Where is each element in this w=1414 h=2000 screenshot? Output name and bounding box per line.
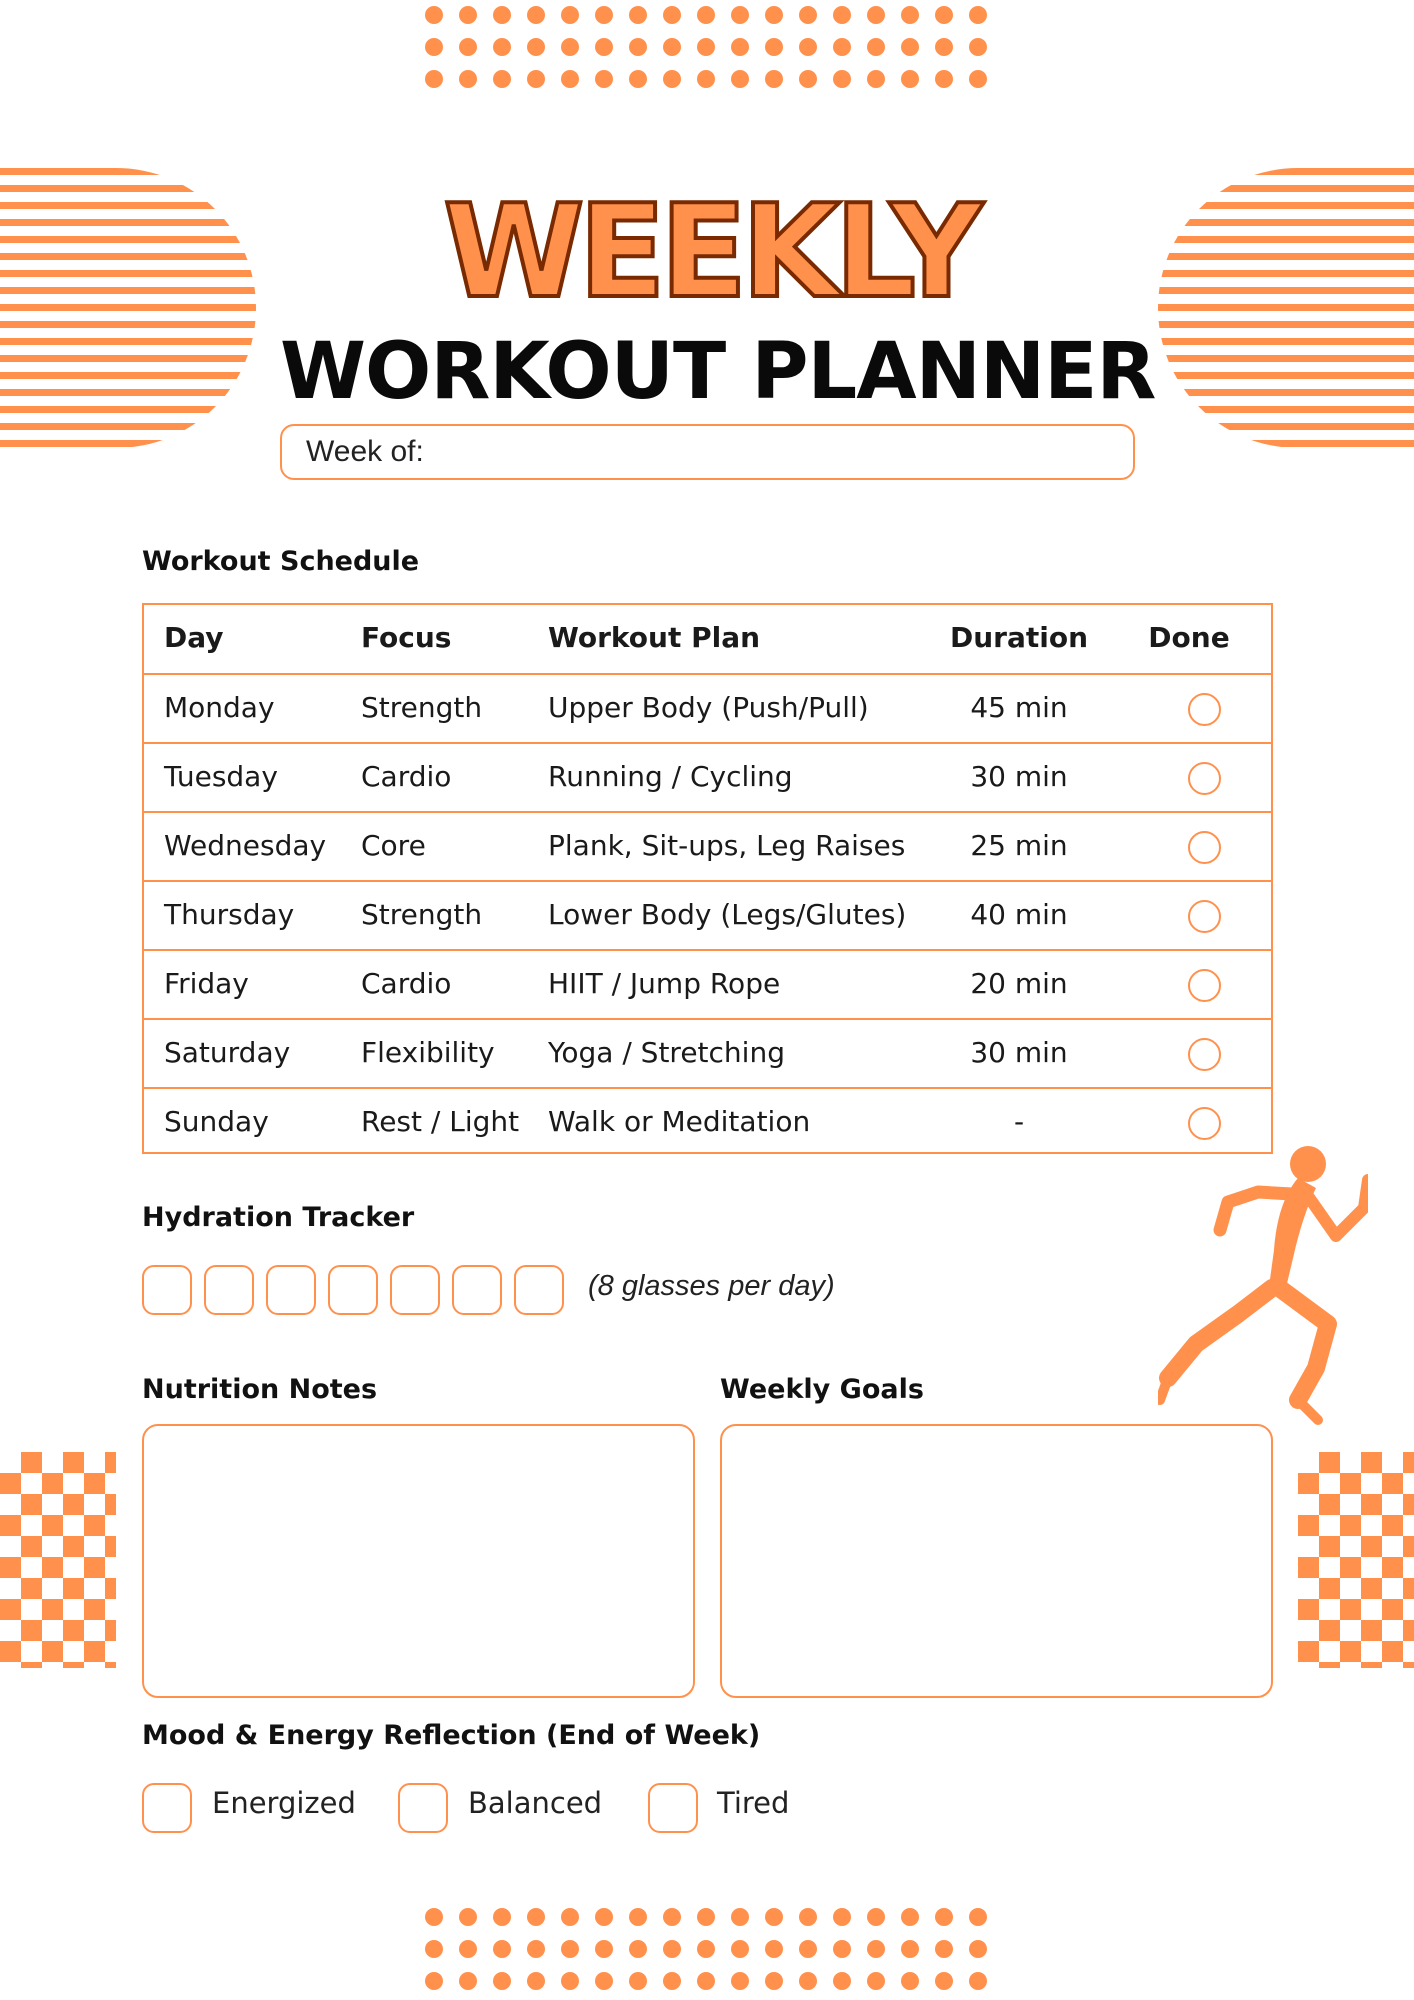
decor-dot <box>731 1908 749 1926</box>
decor-dot <box>663 1972 681 1990</box>
checker-pattern-right <box>1298 1452 1414 1668</box>
decor-dot <box>493 1972 511 1990</box>
plan-cell: HIIT / Jump Rope <box>548 967 781 1000</box>
decor-dot <box>935 6 953 24</box>
title-workout-planner: WORKOUT PLANNER <box>280 327 1156 417</box>
decor-dot <box>663 6 681 24</box>
done-checkbox[interactable] <box>1188 969 1221 1002</box>
done-checkbox[interactable] <box>1188 693 1221 726</box>
duration-cell: 30 min <box>970 760 1068 793</box>
focus-cell: Flexibility <box>361 1036 495 1069</box>
glass-checkbox[interactable] <box>142 1265 192 1315</box>
column-header-focus: Focus <box>361 621 452 654</box>
mood-label-energized: Energized <box>212 1786 356 1820</box>
decor-dot <box>935 38 953 56</box>
duration-cell: 45 min <box>970 691 1068 724</box>
decor-dot <box>459 38 477 56</box>
decor-dot <box>969 6 987 24</box>
table-row <box>144 742 1271 811</box>
plan-cell: Lower Body (Legs/Glutes) <box>548 898 907 931</box>
table-row <box>144 880 1271 949</box>
decor-dot <box>799 1908 817 1926</box>
runner-icon <box>1158 1138 1368 1428</box>
decor-dot <box>697 70 715 88</box>
decor-dot <box>527 38 545 56</box>
striped-semicircle-left <box>0 168 256 448</box>
decor-dot <box>867 1940 885 1958</box>
decor-dot <box>833 6 851 24</box>
decor-dot <box>629 1940 647 1958</box>
duration-cell: 20 min <box>970 967 1068 1000</box>
decor-dot <box>595 1908 613 1926</box>
decor-dot <box>969 38 987 56</box>
dot-pattern-top <box>425 6 1003 102</box>
mood-checkbox-energized[interactable] <box>142 1783 192 1833</box>
done-checkbox[interactable] <box>1188 831 1221 864</box>
decor-dot <box>629 70 647 88</box>
decor-dot <box>765 70 783 88</box>
focus-cell: Strength <box>361 691 483 724</box>
day-cell: Monday <box>164 691 275 724</box>
glass-checkbox[interactable] <box>514 1265 564 1315</box>
decor-dot <box>493 1940 511 1958</box>
decor-dot <box>833 1940 851 1958</box>
decor-dot <box>969 1972 987 1990</box>
table-row <box>144 811 1271 880</box>
decor-dot <box>561 70 579 88</box>
decor-dot <box>969 70 987 88</box>
focus-cell: Rest / Light <box>361 1105 520 1138</box>
decor-dot <box>561 1908 579 1926</box>
duration-cell: 25 min <box>970 829 1068 862</box>
decor-dot <box>901 6 919 24</box>
mood-checkbox-tired[interactable] <box>648 1783 698 1833</box>
decor-dot <box>731 38 749 56</box>
mood-checkbox-balanced[interactable] <box>398 1783 448 1833</box>
focus-cell: Strength <box>361 898 483 931</box>
decor-dot <box>833 1972 851 1990</box>
plan-cell: Upper Body (Push/Pull) <box>548 691 869 724</box>
dot-pattern-bottom <box>425 1908 1003 2000</box>
decor-dot <box>901 70 919 88</box>
decor-dot <box>663 70 681 88</box>
day-cell: Sunday <box>164 1105 269 1138</box>
decor-dot <box>663 38 681 56</box>
decor-dot <box>629 1972 647 1990</box>
decor-dot <box>561 1972 579 1990</box>
glass-checkbox[interactable] <box>452 1265 502 1315</box>
decor-dot <box>425 1972 443 1990</box>
day-cell: Tuesday <box>164 760 278 793</box>
decor-dot <box>697 38 715 56</box>
decor-dot <box>561 1940 579 1958</box>
done-checkbox[interactable] <box>1188 900 1221 933</box>
decor-dot <box>765 38 783 56</box>
column-header-duration: Duration <box>949 621 1089 654</box>
decor-dot <box>493 1908 511 1926</box>
done-checkbox[interactable] <box>1188 1038 1221 1071</box>
decor-dot <box>425 6 443 24</box>
column-header-done: Done <box>1148 621 1230 654</box>
decor-dot <box>595 6 613 24</box>
decor-dot <box>629 6 647 24</box>
decor-dot <box>867 6 885 24</box>
decor-dot <box>731 1940 749 1958</box>
decor-dot <box>969 1908 987 1926</box>
table-row <box>144 949 1271 1018</box>
focus-cell: Cardio <box>361 760 452 793</box>
plan-cell: Running / Cycling <box>548 760 793 793</box>
mood-label-tired: Tired <box>717 1786 790 1820</box>
decor-dot <box>867 1972 885 1990</box>
duration-cell: 30 min <box>970 1036 1068 1069</box>
decor-dot <box>901 1908 919 1926</box>
day-cell: Friday <box>164 967 249 1000</box>
decor-dot <box>867 38 885 56</box>
decor-dot <box>425 1940 443 1958</box>
decor-dot <box>697 1940 715 1958</box>
decor-dot <box>493 70 511 88</box>
decor-dot <box>527 1908 545 1926</box>
table-row <box>144 1018 1271 1087</box>
decor-dot <box>425 38 443 56</box>
decor-dot <box>765 1940 783 1958</box>
plan-cell: Plank, Sit-ups, Leg Raises <box>548 829 906 862</box>
decor-dot <box>731 70 749 88</box>
decor-dot <box>799 6 817 24</box>
decor-dot <box>935 70 953 88</box>
weekly-goals-box[interactable] <box>720 1424 1273 1698</box>
decor-dot <box>629 1908 647 1926</box>
nutrition-title: Nutrition Notes <box>142 1374 378 1405</box>
decor-dot <box>527 1972 545 1990</box>
title-weekly: WEEKLY <box>443 178 977 327</box>
day-cell: Saturday <box>164 1036 291 1069</box>
decor-dot <box>459 70 477 88</box>
table-row <box>144 673 1271 742</box>
column-header-day: Day <box>164 621 224 654</box>
decor-dot <box>765 6 783 24</box>
decor-dot <box>595 70 613 88</box>
decor-dot <box>799 70 817 88</box>
decor-dot <box>527 6 545 24</box>
decor-dot <box>459 1908 477 1926</box>
table-row <box>144 1087 1271 1156</box>
decor-dot <box>833 1908 851 1926</box>
decor-dot <box>799 1972 817 1990</box>
hydration-title: Hydration Tracker <box>142 1202 415 1233</box>
nutrition-notes-box[interactable] <box>142 1424 695 1698</box>
decor-dot <box>425 70 443 88</box>
glass-checkbox[interactable] <box>328 1265 378 1315</box>
goals-title: Weekly Goals <box>720 1374 924 1405</box>
decor-dot <box>901 1940 919 1958</box>
week-of-field[interactable] <box>280 424 1135 480</box>
table-header-row <box>144 605 1271 674</box>
decor-dot <box>969 1940 987 1958</box>
day-cell: Thursday <box>164 898 295 931</box>
done-checkbox[interactable] <box>1188 762 1221 795</box>
decor-dot <box>799 38 817 56</box>
decor-dot <box>867 70 885 88</box>
decor-dot <box>663 1940 681 1958</box>
duration-cell: 40 min <box>970 898 1068 931</box>
mood-label-balanced: Balanced <box>468 1786 603 1820</box>
hydration-note: (8 glasses per day) <box>588 1270 835 1302</box>
week-of-label: Week of: <box>306 435 424 468</box>
decor-dot <box>799 1940 817 1958</box>
workout-schedule-table <box>142 603 1273 1154</box>
decor-dot <box>629 38 647 56</box>
decor-dot <box>731 6 749 24</box>
decor-dot <box>901 1972 919 1990</box>
day-cell: Wednesday <box>164 829 327 862</box>
decor-dot <box>697 1972 715 1990</box>
decor-dot <box>901 38 919 56</box>
schedule-title: Workout Schedule <box>142 546 420 577</box>
decor-dot <box>867 1908 885 1926</box>
checker-pattern-left <box>0 1452 116 1668</box>
decor-dot <box>595 38 613 56</box>
duration-cell: - <box>1013 1105 1025 1138</box>
decor-dot <box>935 1972 953 1990</box>
glass-checkbox[interactable] <box>390 1265 440 1315</box>
decor-dot <box>595 1940 613 1958</box>
focus-cell: Cardio <box>361 967 452 1000</box>
decor-dot <box>731 1972 749 1990</box>
decor-dot <box>935 1908 953 1926</box>
decor-dot <box>595 1972 613 1990</box>
column-header-plan: Workout Plan <box>548 621 761 654</box>
decor-dot <box>561 38 579 56</box>
decor-dot <box>697 6 715 24</box>
decor-dot <box>425 1908 443 1926</box>
glass-checkbox[interactable] <box>266 1265 316 1315</box>
glass-checkbox[interactable] <box>204 1265 254 1315</box>
decor-dot <box>833 38 851 56</box>
decor-dot <box>493 38 511 56</box>
plan-cell: Walk or Meditation <box>548 1105 811 1138</box>
decor-dot <box>459 1972 477 1990</box>
striped-semicircle-right <box>1158 168 1414 448</box>
decor-dot <box>935 1940 953 1958</box>
focus-cell: Core <box>361 829 426 862</box>
decor-dot <box>833 70 851 88</box>
decor-dot <box>765 1972 783 1990</box>
decor-dot <box>527 70 545 88</box>
decor-dot <box>561 6 579 24</box>
decor-dot <box>459 6 477 24</box>
done-checkbox[interactable] <box>1188 1107 1221 1140</box>
plan-cell: Yoga / Stretching <box>548 1036 785 1069</box>
decor-dot <box>527 1940 545 1958</box>
decor-dot <box>663 1908 681 1926</box>
mood-title: Mood & Energy Reflection (End of Week) <box>142 1720 761 1751</box>
decor-dot <box>765 1908 783 1926</box>
decor-dot <box>697 1908 715 1926</box>
decor-dot <box>459 1940 477 1958</box>
decor-dot <box>493 6 511 24</box>
